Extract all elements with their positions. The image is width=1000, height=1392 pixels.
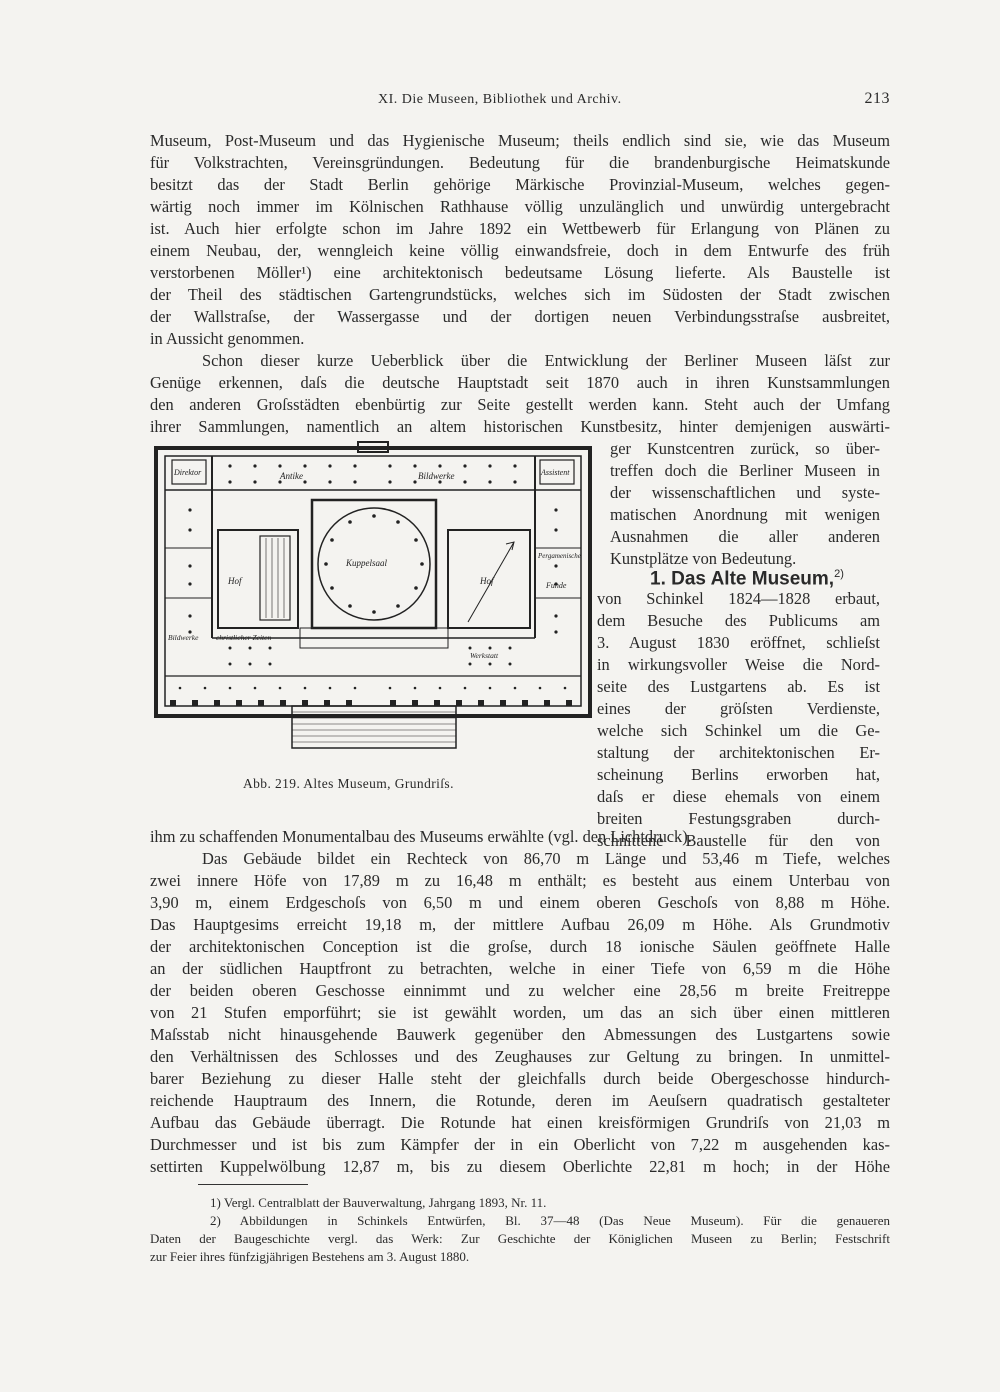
side-line: treffen doch die Berliner Museen in bbox=[610, 461, 880, 480]
body-line: verstorbenen Möller¹) eine architektonisch bedeutsame Lösung lieferte. Als Baustelle ist bbox=[150, 263, 890, 282]
plan-label-hof-left: Hof bbox=[228, 576, 242, 586]
plan-label-bildwerke-top: Bildwerke bbox=[418, 471, 455, 481]
body-line: wärtig noch immer im Kölnischen Rathhause völlig unzulänglich und unwürdig untergebracht bbox=[150, 197, 890, 216]
section-heading bbox=[650, 560, 844, 588]
body-line: 3,90 m, einem Erdgeschoſs von 6,50 m und einem oberen Geschoſs von 8,88 m Höhe. bbox=[150, 893, 890, 912]
body-line: der Wallstraſse, der Wassergasse und der dortigen neuen Verbindungsstraſse ausbreitet, bbox=[150, 307, 890, 326]
body-line: Das Gebäude bildet ein Rechteck von 86,70 m Länge und 53,46 m Tiefe, welches bbox=[202, 849, 890, 868]
body-line: Aufbau das Gebäude überragt. Die Rotunde hat einen kreisförmigen Grundriſs von 21,03 m bbox=[150, 1113, 890, 1132]
body-line: Durchmesser und ist bis zum Kämpfer der in ein Oberlicht von 7,22 m ausgehenden kas- bbox=[150, 1135, 890, 1154]
plan-label-pergamon: Pergamenische bbox=[538, 552, 581, 560]
body-line: den anderen Groſsstädten ebenbürtig zur Seite gestellt werden kann. Steht auch der Umfang bbox=[150, 395, 890, 414]
section-line: staltung der architektonischen Er- bbox=[597, 743, 880, 762]
section-line: schnittene Baustelle für den von bbox=[597, 831, 880, 850]
body-line: in Aussicht genommen. bbox=[150, 329, 305, 348]
section-line: seite des Lustgartens ab. Es ist bbox=[597, 677, 880, 696]
plan-label-antike: Antike bbox=[280, 471, 303, 481]
section-line: von Schinkel 1824—1828 erbaut, bbox=[597, 589, 880, 608]
body-line: für Volkstrachten, Vereinsgründungen. Bedeutung für die brandenburgische Heimatskunde bbox=[150, 153, 890, 172]
body-line: ist. Auch hier erfolgte schon im Jahre 1892 ein Wettbewerb für Erlangung von Plänen zu bbox=[150, 219, 890, 238]
side-line: matischen Anordnung mit wenigen bbox=[610, 505, 880, 524]
body-line: ihm zu schaffenden Monumentalbau des Museums erwählte (vgl. den Lichtdruck). bbox=[150, 827, 692, 846]
running-head bbox=[150, 92, 890, 114]
section-line: dem Besuche des Publicums am bbox=[597, 611, 880, 630]
body-line: der architektonischen Conception ist die groſse, durch 18 ionische Säulen geöffnete Halle bbox=[150, 937, 890, 956]
plan-label-hof-right: Hof bbox=[480, 576, 494, 586]
side-line: der wissenschaftlichen und syste- bbox=[610, 483, 880, 502]
floor-plan-figure bbox=[150, 438, 596, 756]
body-line: Das Hauptgesims erreicht 19,18 m, der mittlere Aufbau 26,09 m Höhe. Als Grundmotiv bbox=[150, 915, 890, 934]
plan-label-bildwerke-bottom: Bildwerke bbox=[168, 633, 199, 642]
body-line: den Verhältnissen des Schlosses und des Zeughauses zur Geltung zu bringen. In unmittel- bbox=[150, 1047, 890, 1066]
figure-caption: Abb. 219. Altes Museum, Grundriſs. bbox=[243, 776, 454, 791]
footnote: Daten der Baugeschichte vergl. das Werk: Zur Geschichte der Königlichen Museen zu Berlin; Festschrift bbox=[150, 1231, 890, 1246]
section-footnote-ref: 2) bbox=[834, 568, 844, 580]
body-line: der beiden oberen Geschosse einnimmt und zu welcher eine 28,56 m breite Freitreppe bbox=[150, 981, 890, 1000]
footnote: zur Feier ihres fünfzigjährigen Bestehens am 3. August 1880. bbox=[150, 1249, 470, 1264]
running-title: XI. Die Museen, Bibliothek und Archiv. bbox=[378, 92, 622, 107]
body-line: ihrer Sammlungen, namentlich an altem historischen Kunstbesitz, hinter demjenigen auswärti- bbox=[150, 417, 890, 436]
section-line: 3. August 1830 eröffnet, schlieſst bbox=[597, 633, 880, 652]
section-line: breiten Festungsgraben durch- bbox=[597, 809, 880, 828]
section-line: daſs er diese ehemals von einem bbox=[597, 787, 880, 806]
side-line: ger Kunstcentren zurück, so über- bbox=[610, 439, 880, 458]
plan-label-funde: Funde bbox=[546, 581, 567, 590]
body-line: Schon dieser kurze Ueberblick über die Entwicklung der Berliner Museen läſst zur bbox=[202, 351, 890, 370]
body-line: settirten Kuppelwölbung 12,87 m, bis zu diesem Oberlichte 22,81 m hoch; in der Höhe bbox=[150, 1157, 890, 1176]
section-line: scheinung Berlins erworben hat, bbox=[597, 765, 880, 784]
plan-label-direktor: Direktor bbox=[174, 468, 202, 477]
body-line: zwei innere Höfe von 17,89 m zu 16,48 m enthält; es besteht aus einem Unterbau von bbox=[150, 871, 890, 890]
section-title: Das Alte Museum, bbox=[671, 568, 835, 590]
page-number: 213 bbox=[864, 90, 890, 107]
plan-label-werkstatt: Werkstatt bbox=[470, 651, 499, 660]
body-line: Genüge erkennen, daſs die deutsche Hauptstadt seit 1870 auch in ihren Kunstsammlungen bbox=[150, 373, 890, 392]
body-line: der Theil des städtischen Gartengrundstücks, welches sich im Südosten der Stadt zwischen bbox=[150, 285, 890, 304]
plan-label-christliche: christlicher Zeiten bbox=[216, 633, 272, 642]
body-line: barer Beziehung zu dieser Halle steht der gleichfalls durch beide Obergeschosse hindurch- bbox=[150, 1069, 890, 1088]
side-line: Ausnahmen die aller anderen bbox=[610, 527, 880, 546]
body-line: besitzt das der Stadt Berlin gehörige Märkische Provinzial-Museum, welches gegen- bbox=[150, 175, 890, 194]
body-line: von 21 Stufen emporführt; sie ist gewählt worden, um das an sich über einen mittleren bbox=[150, 1003, 890, 1022]
body-line: an der südlichen Hauptfront zu betrachten, welche in einer Tiefe von 6,59 m die Höhe bbox=[150, 959, 890, 978]
footnote-rule bbox=[198, 1184, 308, 1185]
footnote: 1) Vergl. Centralblatt der Bauverwaltung, Jahrgang 1893, Nr. 11. bbox=[210, 1195, 547, 1210]
body-line: Museum, Post-Museum und das Hygienische Museum; theils endlich sind sie, wie das Museum bbox=[150, 131, 890, 150]
plan-label-assistent: Assistent bbox=[541, 468, 570, 477]
section-line: welche sich Schinkel um die Ge- bbox=[597, 721, 880, 740]
section-number: 1. bbox=[650, 568, 666, 590]
plan-label-kuppelsaal: Kuppelsaal bbox=[346, 558, 388, 568]
footnote: 2) Abbildungen in Schinkels Entwürfen, Bl. 37—48 (Das Neue Museum). Für die genaueren bbox=[210, 1213, 890, 1228]
section-line: eines der gröſsten Verdienste, bbox=[597, 699, 880, 718]
floor-plan-drawing bbox=[150, 438, 596, 756]
body-line: reichende Hauptraum des Innern, die Rotunde, deren im Aeuſsern quadratisch gestalteter bbox=[150, 1091, 890, 1110]
body-line: Maſsstab nicht hinausgehende Bauwerk gegenüber den Abmessungen des Lustgartens sowie bbox=[150, 1025, 890, 1044]
side-line: Kunstplätze von Bedeutung. bbox=[610, 549, 797, 568]
body-line: einem Neubau, der, wenngleich keine völlig einwandsfreie, doch in dem Entwurfe des früh bbox=[150, 241, 890, 260]
section-line: in wirkungsvoller Weise die Nord- bbox=[597, 655, 880, 674]
